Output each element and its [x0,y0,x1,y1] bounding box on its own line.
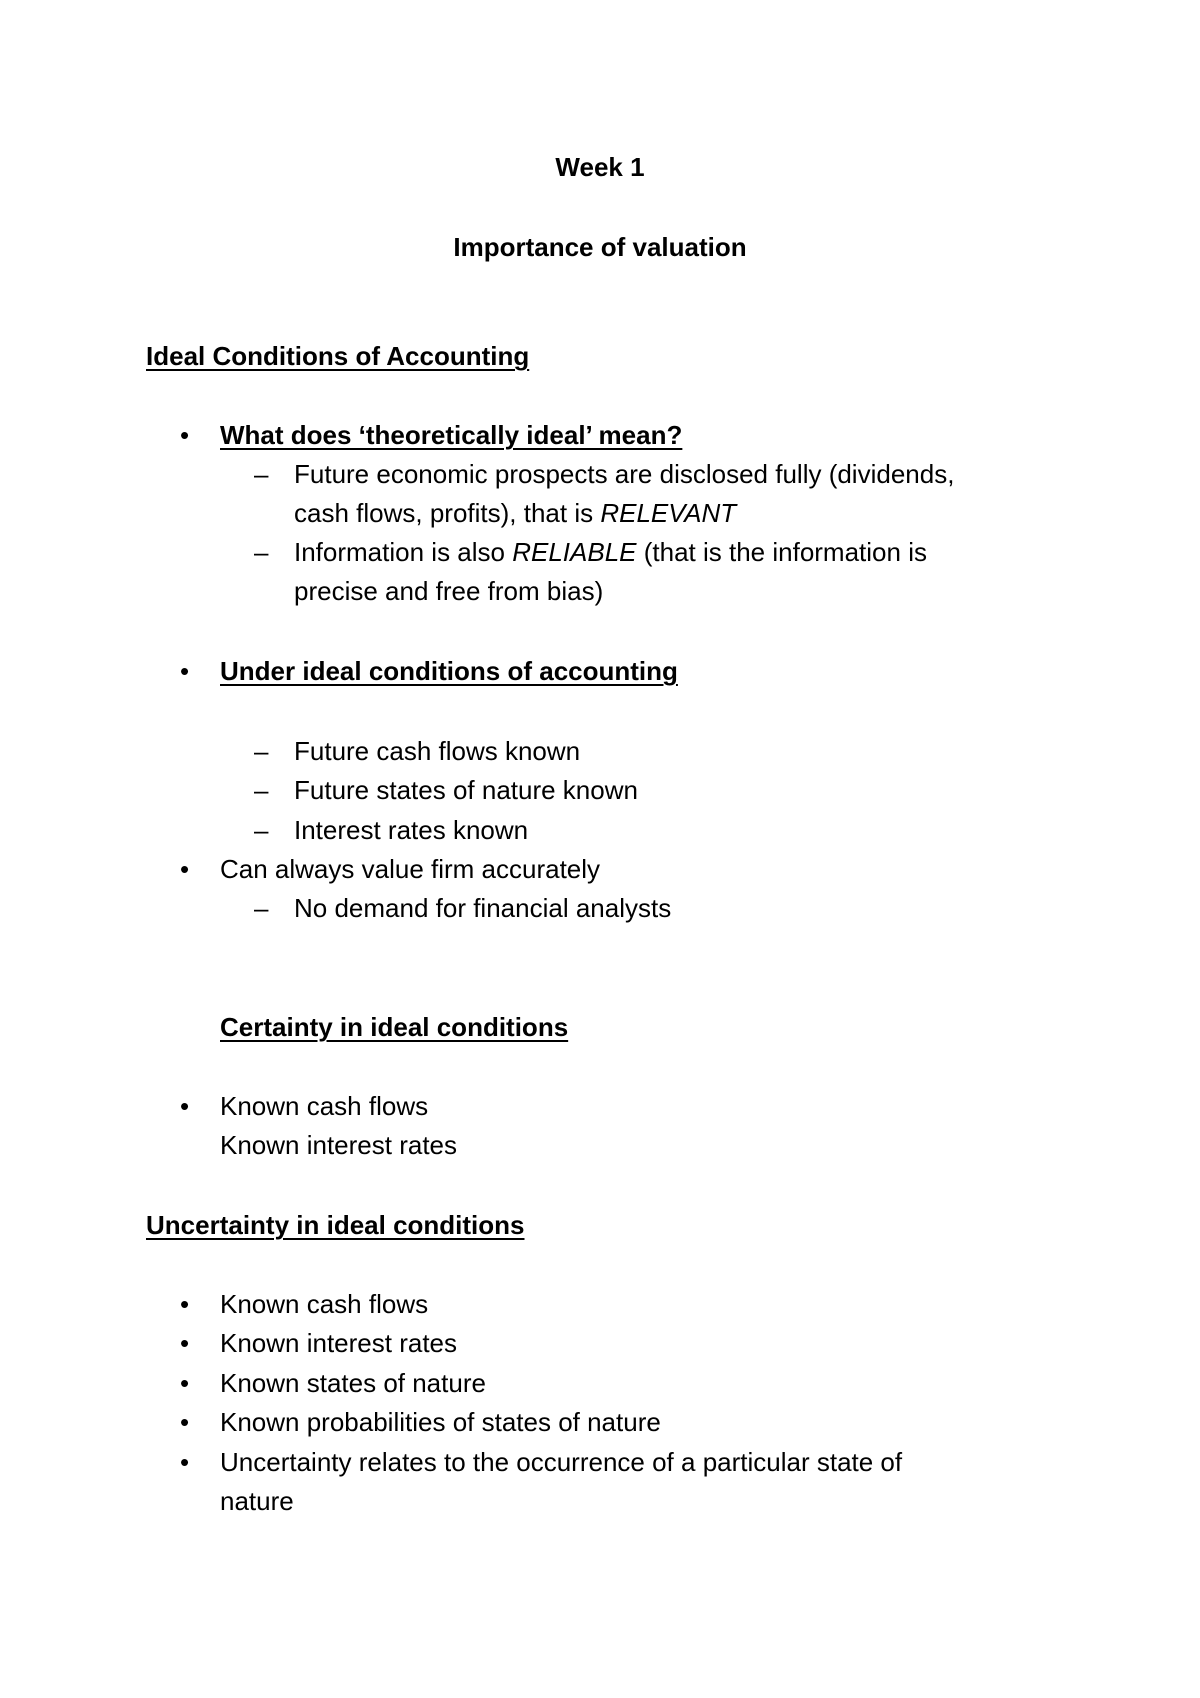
dash-marker: – [254,736,269,766]
dash-marker: – [254,893,269,923]
bullet-marker: • [180,1091,190,1121]
bullet-marker: • [180,1289,190,1319]
list-item: Known cash flows [220,1289,429,1319]
list-item-continuation: nature [220,1486,294,1516]
emphasis-relevant: RELEVANT [600,498,737,528]
page-title: Week 1 [555,152,645,182]
list-item: Known interest rates [220,1328,458,1358]
bullet-value-firm: Can always value firm accurately [220,854,601,884]
sub-item-text: Information is also [294,537,513,567]
sub-item-future-states: Future states of nature known [294,775,638,805]
bullet-marker: • [180,854,190,884]
list-item-known-cash-flows: Known cash flows [220,1091,429,1121]
bullet-marker: • [180,1328,190,1358]
sub-item-information-reliable-cont: precise and free from bias) [294,576,604,606]
list-item: Known states of nature [220,1368,486,1398]
sub-item-interest-rates: Interest rates known [294,815,529,845]
page-subtitle: Importance of valuation [453,232,747,262]
section-heading-uncertainty: Uncertainty in ideal conditions [146,1210,525,1240]
section-heading-ideal-conditions: Ideal Conditions of Accounting [146,341,530,371]
dash-marker: – [254,815,269,845]
sub-item-no-demand: No demand for financial analysts [294,893,672,923]
bullet-marker: • [180,1368,190,1398]
dash-marker: – [254,775,269,805]
bullet-marker: • [180,1407,190,1437]
sub-item-future-cash-flows: Future cash flows known [294,736,581,766]
emphasis-reliable: RELIABLE [512,537,637,567]
sub-item-information-reliable [294,532,927,572]
bullet-theoretically-ideal: What does ‘theoretically ideal’ mean? [220,420,683,450]
section-heading-certainty: Certainty in ideal conditions [220,1012,569,1042]
bullet-marker: • [180,656,190,686]
list-item-known-interest-rates: Known interest rates [220,1130,458,1160]
bullet-marker: • [180,1447,190,1477]
sub-item-text: cash flows, profits), that is [294,498,601,528]
dash-marker: – [254,459,269,489]
list-item: Known probabilities of states of nature [220,1407,661,1437]
list-item: Uncertainty relates to the occurrence of a particular state of [220,1447,903,1477]
sub-item-future-prospects-cont [294,493,736,533]
dash-marker: – [254,537,269,567]
bullet-under-ideal-conditions: Under ideal conditions of accounting [220,656,678,686]
sub-item-text: (that is the information is [636,537,927,567]
bullet-marker: • [180,420,190,450]
sub-item-future-prospects: Future economic prospects are disclosed fully (dividends, [294,459,955,489]
